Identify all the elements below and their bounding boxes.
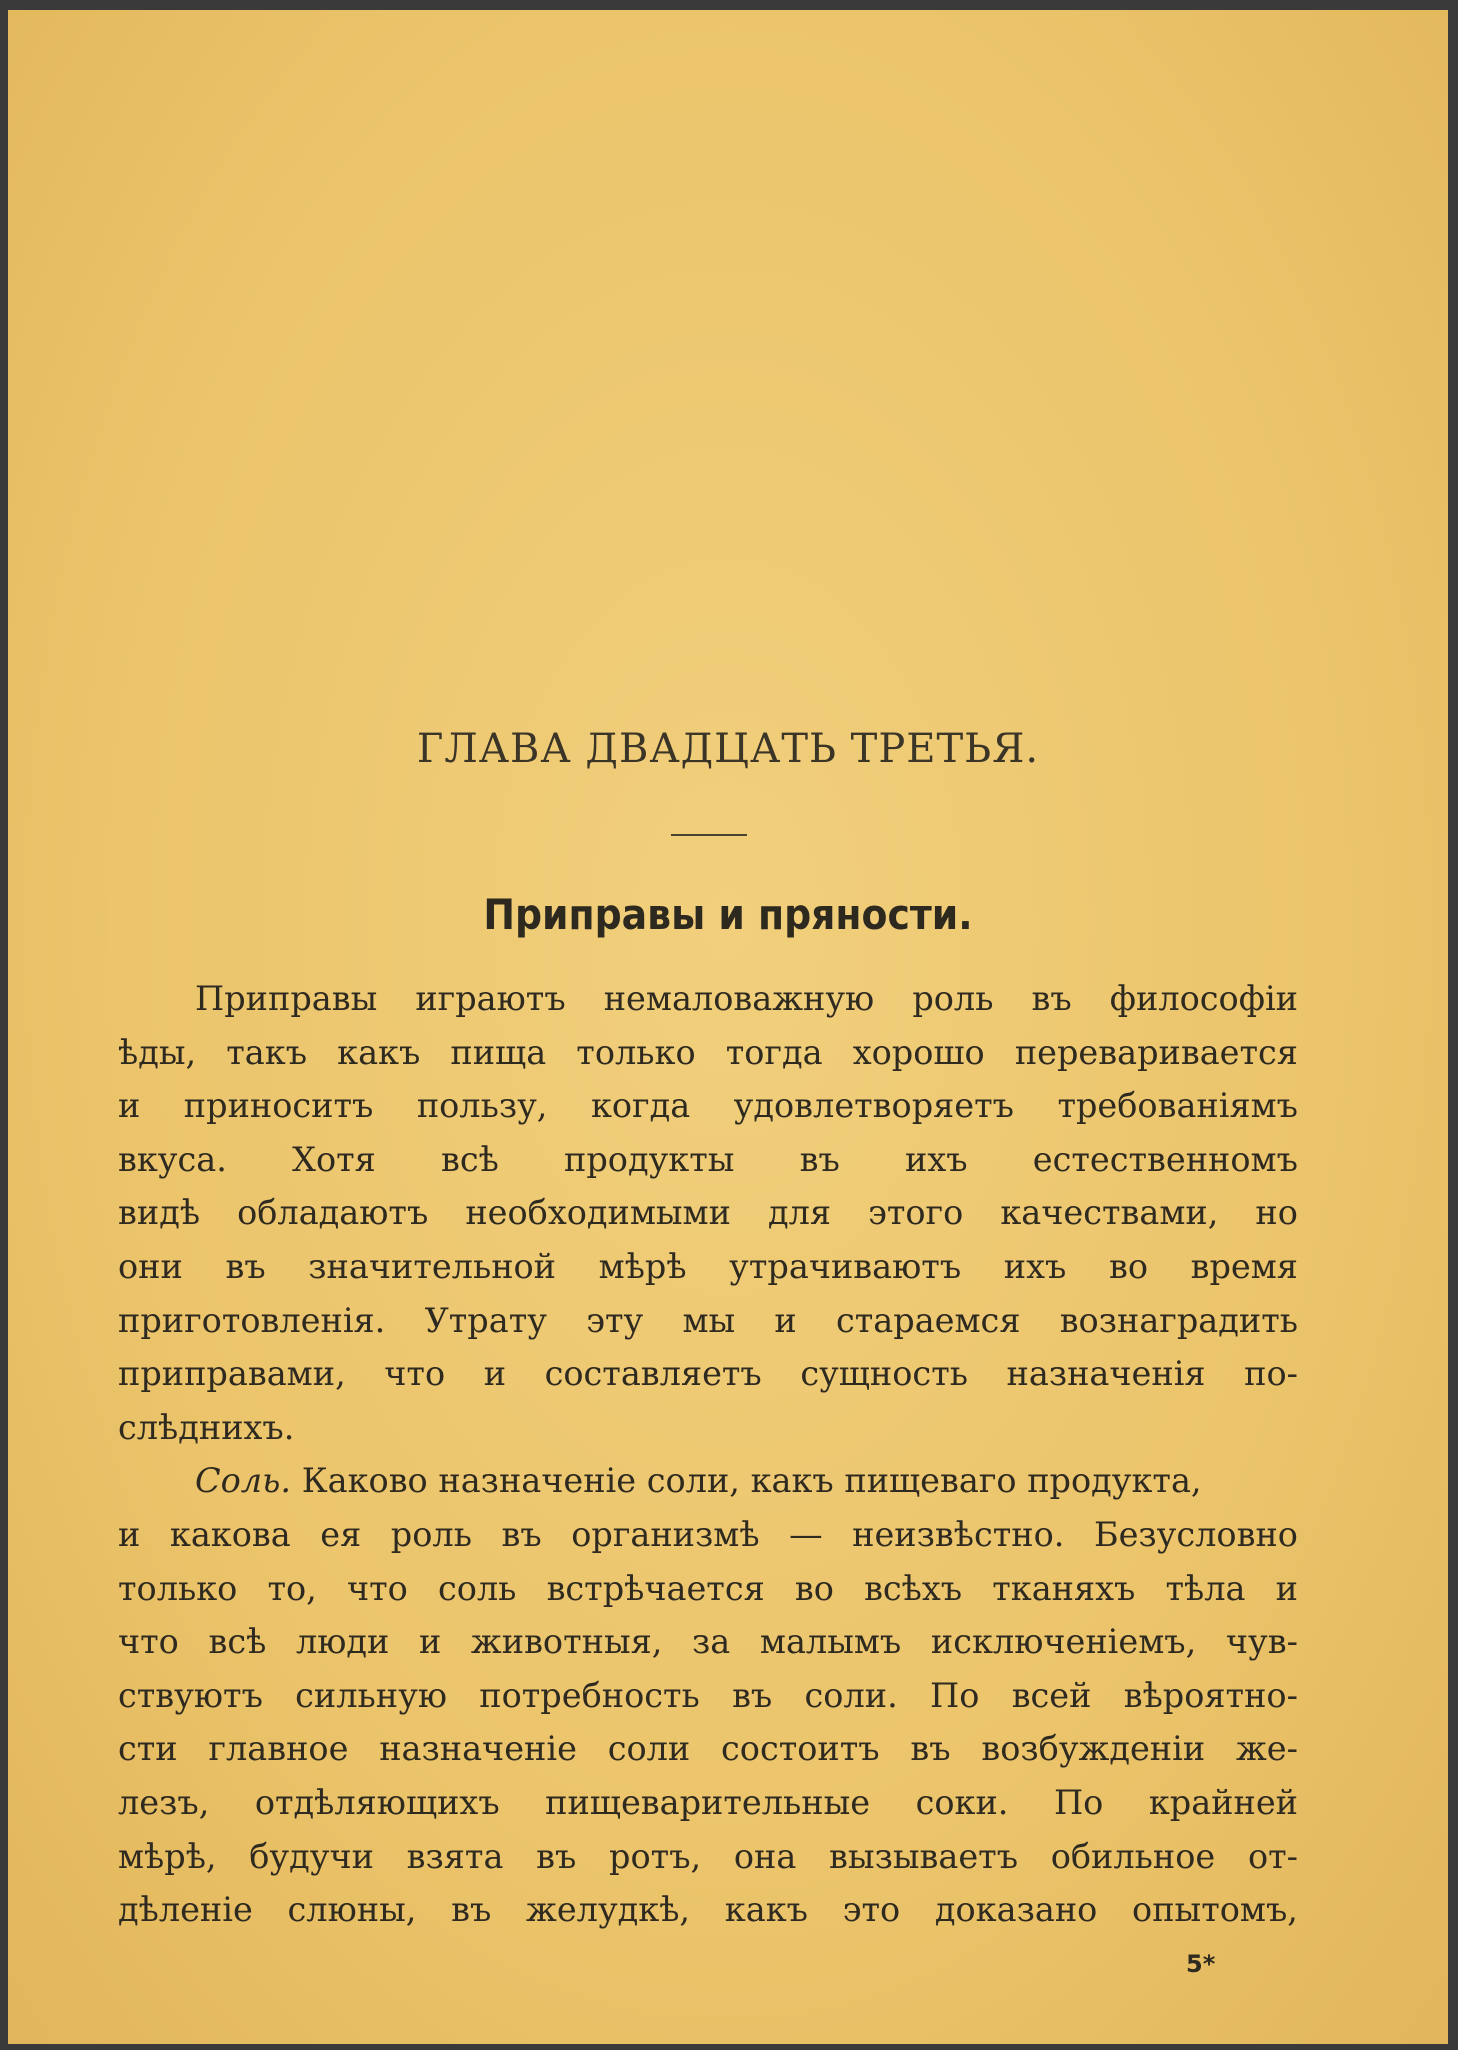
word: — bbox=[789, 1514, 823, 1554]
word: По bbox=[1053, 1782, 1104, 1822]
word: ротъ, bbox=[609, 1836, 702, 1876]
text-line bbox=[118, 1401, 1298, 1455]
word: приноситъ bbox=[183, 1086, 374, 1126]
word: тканяхъ bbox=[992, 1568, 1136, 1608]
word: этого bbox=[868, 1193, 964, 1233]
word: что bbox=[346, 1568, 408, 1608]
word: такъ bbox=[226, 1032, 308, 1072]
word: пользу, bbox=[416, 1086, 548, 1126]
word: во bbox=[794, 1568, 834, 1608]
word: вкуса. bbox=[118, 1139, 227, 1179]
word: по- bbox=[1244, 1354, 1298, 1394]
word: соли bbox=[607, 1729, 691, 1769]
word: но bbox=[1255, 1193, 1298, 1233]
word: и bbox=[418, 1622, 442, 1662]
book-page bbox=[8, 10, 1448, 2044]
word: для bbox=[768, 1193, 832, 1233]
word: обильное bbox=[1050, 1836, 1216, 1876]
word: соки. bbox=[915, 1782, 1009, 1822]
word: хорошо bbox=[852, 1032, 985, 1072]
text-line bbox=[118, 1240, 1298, 1294]
word: По bbox=[930, 1675, 980, 1715]
word: въ bbox=[1031, 979, 1072, 1018]
term-salt: Соль. bbox=[195, 1461, 292, 1501]
paragraph-1 bbox=[118, 972, 1298, 1454]
word: что bbox=[384, 1354, 446, 1394]
page-number: 5* bbox=[1186, 1950, 1216, 1978]
word: они bbox=[118, 1246, 183, 1286]
word: животныя, bbox=[470, 1622, 663, 1662]
word: сти bbox=[118, 1729, 178, 1769]
word: отдѣляющихъ bbox=[254, 1782, 500, 1822]
text-line bbox=[118, 1830, 1298, 1884]
word: сущность bbox=[800, 1354, 968, 1394]
word: всѣхъ bbox=[864, 1568, 963, 1608]
word: въ bbox=[501, 1514, 542, 1554]
word: обладаютъ bbox=[237, 1193, 429, 1233]
word: мы bbox=[682, 1300, 736, 1340]
word: какъ bbox=[724, 1890, 808, 1930]
word: встрѣчается bbox=[546, 1568, 765, 1608]
word: назначенія bbox=[1006, 1354, 1206, 1394]
paragraph-2 bbox=[118, 1454, 1298, 1936]
word: переваривается bbox=[1014, 1032, 1298, 1072]
word: играютъ bbox=[415, 979, 566, 1018]
word: немаловажную bbox=[603, 979, 875, 1018]
word: удовлетворяетъ bbox=[733, 1086, 1014, 1126]
word: слюны, bbox=[287, 1890, 417, 1930]
word: ствуютъ bbox=[118, 1675, 263, 1715]
text-line bbox=[118, 1186, 1298, 1240]
word: соли. bbox=[804, 1675, 898, 1715]
word: потребность bbox=[479, 1675, 700, 1715]
text-line bbox=[118, 1615, 1298, 1669]
word: дѣленіе bbox=[118, 1890, 253, 1930]
word: люди bbox=[295, 1622, 390, 1662]
word: желудкѣ, bbox=[526, 1890, 691, 1930]
word: чув- bbox=[1225, 1622, 1298, 1662]
word: вѣроятно- bbox=[1123, 1675, 1298, 1715]
word: мѣрѣ, bbox=[118, 1836, 217, 1876]
text-line bbox=[118, 1347, 1298, 1401]
word: и bbox=[118, 1514, 141, 1554]
word: во bbox=[1108, 1246, 1148, 1286]
text-line bbox=[118, 1669, 1298, 1723]
section-title: Приправы и пряности. bbox=[483, 890, 973, 939]
word: видѣ bbox=[118, 1193, 201, 1233]
word: какъ bbox=[337, 1032, 421, 1072]
word: доказано bbox=[934, 1890, 1098, 1930]
title-separator bbox=[671, 834, 747, 836]
word: стараемся bbox=[835, 1300, 1021, 1340]
text-line bbox=[118, 1454, 1298, 1508]
word: возбужденіи bbox=[981, 1729, 1206, 1769]
word: она bbox=[733, 1836, 797, 1876]
word: въ bbox=[225, 1246, 266, 1286]
word: роль bbox=[390, 1514, 472, 1554]
word: утрачиваютъ bbox=[729, 1246, 962, 1286]
word: Приправы bbox=[195, 979, 378, 1018]
text-line bbox=[118, 1133, 1298, 1187]
word: и bbox=[1275, 1568, 1298, 1608]
word: крайней bbox=[1148, 1782, 1298, 1822]
word: продукты bbox=[564, 1139, 735, 1179]
word: въ bbox=[799, 1139, 840, 1179]
word: въ bbox=[536, 1836, 577, 1876]
word: исключеніемъ, bbox=[930, 1622, 1197, 1662]
word: и bbox=[774, 1300, 797, 1340]
word: и bbox=[118, 1086, 141, 1126]
text-line bbox=[118, 1722, 1298, 1776]
word: ихъ bbox=[905, 1139, 968, 1179]
word: за bbox=[692, 1622, 731, 1662]
word: пищеварительные bbox=[545, 1782, 871, 1822]
text-line bbox=[118, 1562, 1298, 1616]
body-text bbox=[118, 972, 1298, 1937]
word: неизвѣстно. bbox=[852, 1514, 1065, 1554]
paragraph-2-first-line bbox=[195, 1454, 1202, 1508]
word: качествами, bbox=[1000, 1193, 1219, 1233]
word: ея bbox=[320, 1514, 362, 1554]
word: Безусловно bbox=[1093, 1514, 1298, 1554]
word: будучи bbox=[249, 1836, 374, 1876]
word: тогда bbox=[725, 1032, 823, 1072]
word: какова bbox=[169, 1514, 291, 1554]
word: въ bbox=[451, 1890, 492, 1930]
word: время bbox=[1190, 1246, 1298, 1286]
word: составляетъ bbox=[544, 1354, 762, 1394]
text-line bbox=[118, 1883, 1298, 1937]
text-line bbox=[118, 1776, 1298, 1830]
text-line bbox=[118, 1026, 1298, 1080]
word: всѣ bbox=[208, 1622, 267, 1662]
word: что bbox=[118, 1622, 179, 1662]
word: въ bbox=[732, 1675, 773, 1715]
word: приправами, bbox=[118, 1354, 346, 1394]
paragraph-2-first-rest: Каково назначеніе соли, какъ пищеваго продукта, bbox=[301, 1461, 1202, 1501]
word: ихъ bbox=[1003, 1246, 1067, 1286]
word: значительной bbox=[308, 1246, 557, 1286]
word: от- bbox=[1247, 1836, 1298, 1876]
word: только bbox=[576, 1032, 696, 1072]
word: это bbox=[842, 1890, 901, 1930]
text-line bbox=[118, 1079, 1298, 1133]
word: всей bbox=[1011, 1675, 1092, 1715]
word: только bbox=[118, 1568, 238, 1608]
word: состоитъ bbox=[721, 1729, 880, 1769]
word: пища bbox=[450, 1032, 547, 1072]
word: Хотя bbox=[292, 1139, 376, 1179]
word: то, bbox=[267, 1568, 317, 1608]
word: эту bbox=[586, 1300, 644, 1340]
word: всѣ bbox=[441, 1139, 499, 1179]
word: тѣла bbox=[1165, 1568, 1246, 1608]
word: соль bbox=[437, 1568, 517, 1608]
word: сильную bbox=[295, 1675, 447, 1715]
word: слѣднихъ. bbox=[118, 1407, 295, 1447]
word: естественномъ bbox=[1032, 1139, 1298, 1179]
word: малымъ bbox=[759, 1622, 902, 1662]
word: опытомъ, bbox=[1132, 1890, 1298, 1930]
word: организмѣ bbox=[571, 1514, 760, 1554]
text-line bbox=[118, 1294, 1298, 1348]
word: Утрату bbox=[424, 1300, 547, 1340]
word: приготовленія. bbox=[118, 1300, 386, 1340]
word: роль bbox=[912, 979, 994, 1018]
word: когда bbox=[590, 1086, 691, 1126]
chapter-title: ГЛАВА ДВАДЦАТЬ ТРЕТЬЯ. bbox=[416, 726, 1040, 772]
word: главное bbox=[208, 1729, 349, 1769]
word: требованіямъ bbox=[1057, 1086, 1298, 1126]
text-line bbox=[118, 1508, 1298, 1562]
word: вознаградить bbox=[1059, 1300, 1298, 1340]
word: мѣрѣ bbox=[598, 1246, 687, 1286]
word: назначеніе bbox=[379, 1729, 577, 1769]
word: лезъ, bbox=[118, 1782, 210, 1822]
text-line bbox=[118, 972, 1298, 1026]
word: и bbox=[483, 1354, 507, 1394]
word: вызываетъ bbox=[829, 1836, 1019, 1876]
word: взята bbox=[406, 1836, 504, 1876]
word: же- bbox=[1235, 1729, 1298, 1769]
word: необходимыми bbox=[465, 1193, 731, 1233]
word: философіи bbox=[1109, 979, 1298, 1018]
word: въ bbox=[910, 1729, 951, 1769]
word: ѣды, bbox=[118, 1032, 197, 1072]
